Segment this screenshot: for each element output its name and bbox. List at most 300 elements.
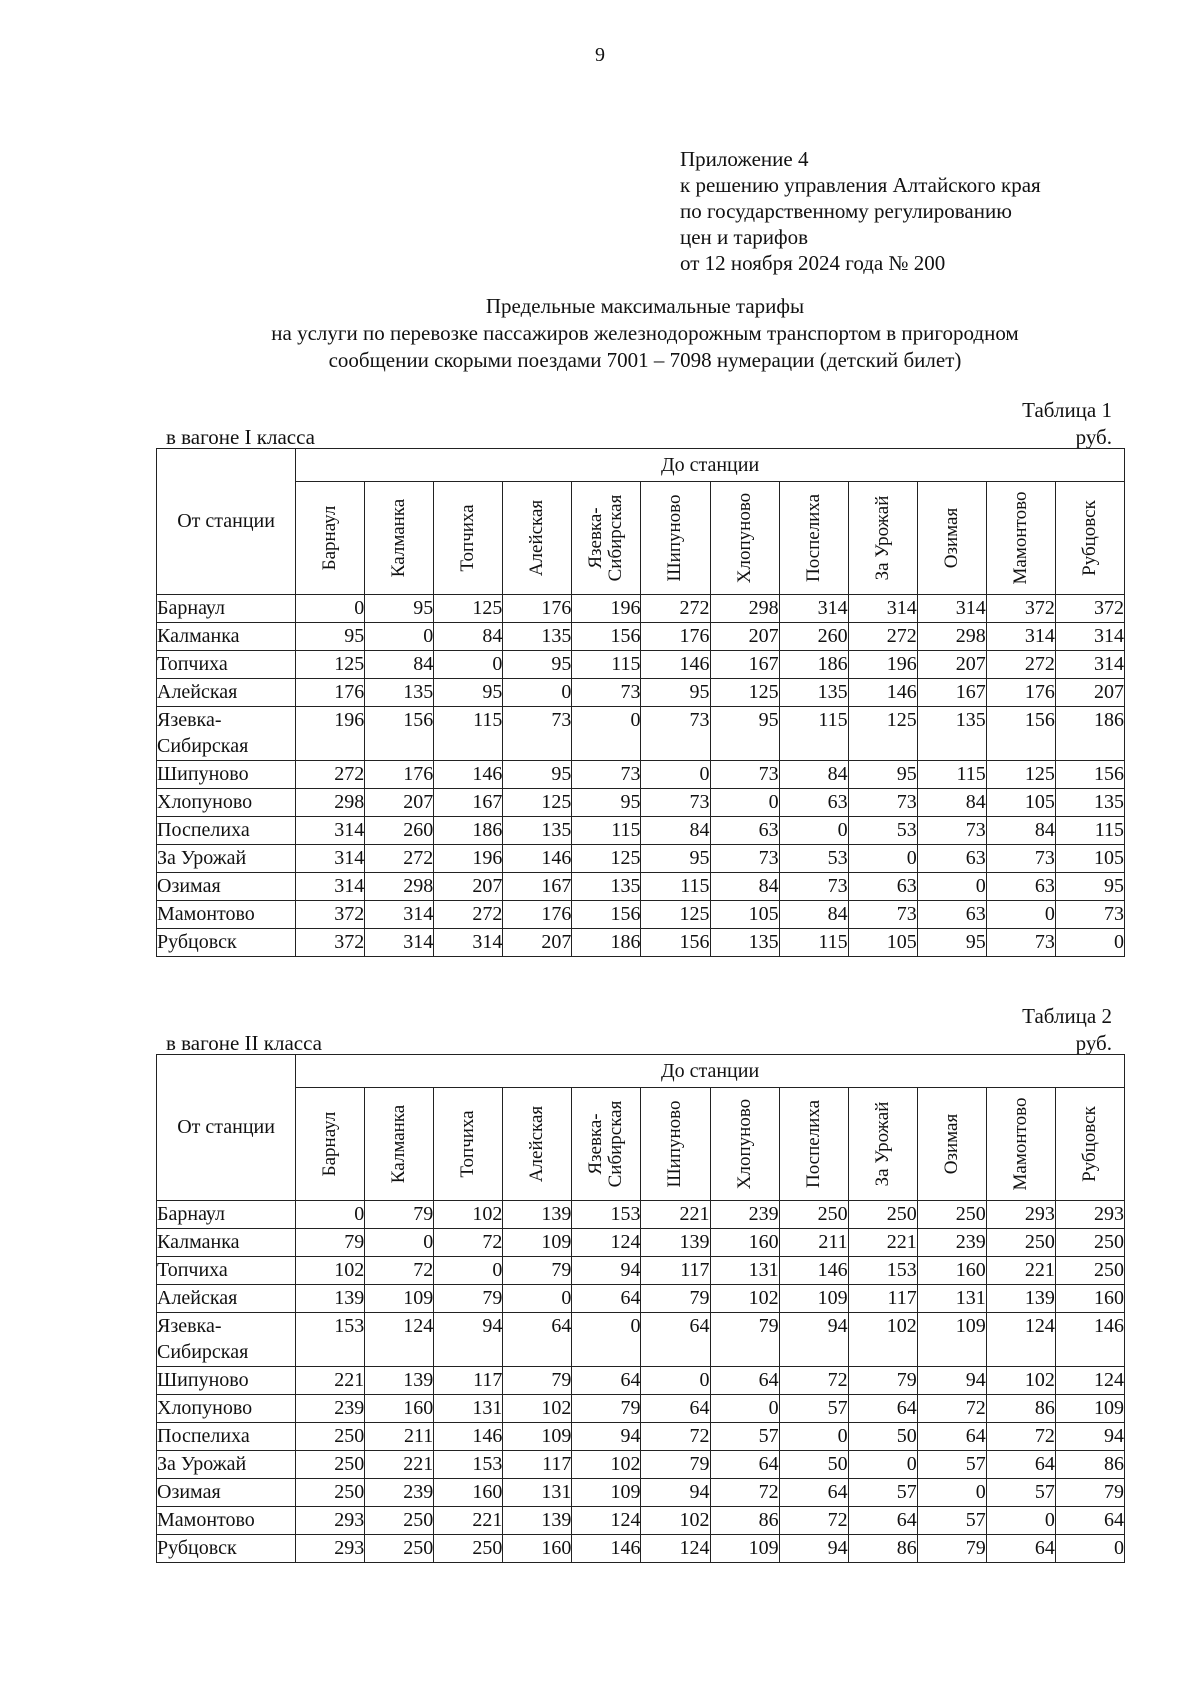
tariff-cell: 0 <box>710 789 779 817</box>
row-station-name: Хлопуново <box>157 1395 296 1423</box>
tariff-cell: 117 <box>848 1285 917 1313</box>
tariff-cell: 167 <box>917 679 986 707</box>
table-row <box>157 817 1125 845</box>
tariff-cell: 0 <box>986 1507 1055 1535</box>
tariff-cell: 131 <box>434 1395 503 1423</box>
table-row <box>157 707 1125 761</box>
tariff-cell: 221 <box>848 1229 917 1257</box>
tariff-cell: 94 <box>1055 1423 1124 1451</box>
row-station-name: Мамонтово <box>157 1507 296 1535</box>
tariff-cell: 125 <box>572 845 641 873</box>
tariff-cell: 0 <box>848 845 917 873</box>
tariff-cell: 64 <box>779 1479 848 1507</box>
tariff-cell: 156 <box>1055 761 1124 789</box>
tariff-cell: 160 <box>503 1535 572 1563</box>
tariff-cell: 250 <box>434 1535 503 1563</box>
column-header <box>917 1088 986 1201</box>
tariff-cell: 167 <box>434 789 503 817</box>
column-header <box>296 482 365 595</box>
tariff-cell: 125 <box>296 651 365 679</box>
tariff-cell: 115 <box>1055 817 1124 845</box>
tariff-cell: 105 <box>710 901 779 929</box>
column-header <box>779 482 848 595</box>
column-header-label: Мамонтово <box>1009 491 1031 585</box>
tariff-cell: 84 <box>434 623 503 651</box>
tariff-cell: 94 <box>917 1367 986 1395</box>
tariff-cell: 94 <box>572 1423 641 1451</box>
row-station-name: За Урожай <box>157 845 296 873</box>
tariff-cell: 79 <box>917 1535 986 1563</box>
tariff-cell: 64 <box>1055 1507 1124 1535</box>
tariff-cell: 79 <box>296 1229 365 1257</box>
appendix-line: от 12 ноября 2024 года № 200 <box>680 251 946 275</box>
tariff-cell: 250 <box>1055 1257 1124 1285</box>
appendix-line: Приложение 4 <box>680 147 809 171</box>
table-row <box>157 1507 1125 1535</box>
tariff-cell: 109 <box>917 1313 986 1367</box>
column-header <box>503 482 572 595</box>
tariff-cell: 0 <box>503 679 572 707</box>
tariff-cell: 86 <box>986 1395 1055 1423</box>
tariff-cell: 57 <box>848 1479 917 1507</box>
column-header <box>1055 482 1124 595</box>
table-row <box>157 929 1125 957</box>
row-station-name: Калманка <box>157 1229 296 1257</box>
tariff-cell: 84 <box>917 789 986 817</box>
row-station-name: Рубцовск <box>157 929 296 957</box>
tariff-cell: 79 <box>503 1257 572 1285</box>
tariff-cell: 272 <box>848 623 917 651</box>
tariff-cell: 109 <box>572 1479 641 1507</box>
column-header-label: Топчиха <box>457 1110 479 1178</box>
tariff-cell: 176 <box>296 679 365 707</box>
tariff-cell: 84 <box>365 651 434 679</box>
tariff-cell: 72 <box>710 1479 779 1507</box>
tariff-cell: 0 <box>1055 1535 1124 1563</box>
row-station-name: Поспелиха <box>157 817 296 845</box>
tariff-cell: 314 <box>365 929 434 957</box>
tariff-cell: 73 <box>848 789 917 817</box>
to-station-header: До станции <box>296 449 1125 482</box>
tariff-cell: 293 <box>296 1535 365 1563</box>
tariff-cell: 239 <box>917 1229 986 1257</box>
column-header-label: Барнаул <box>319 1111 341 1177</box>
tariff-cell: 57 <box>917 1451 986 1479</box>
tariff-cell: 79 <box>641 1451 710 1479</box>
row-station-name: Мамонтово <box>157 901 296 929</box>
tariff-cell: 105 <box>1055 845 1124 873</box>
tariff-cell: 250 <box>296 1479 365 1507</box>
tariff-cell: 125 <box>641 901 710 929</box>
tariff-cell: 156 <box>641 929 710 957</box>
tariff-cell: 124 <box>986 1313 1055 1367</box>
tariff-cell: 250 <box>917 1201 986 1229</box>
tariff-cell: 0 <box>1055 929 1124 957</box>
tariff-cell: 207 <box>710 623 779 651</box>
tariff-cell: 239 <box>296 1395 365 1423</box>
tariff-cell: 196 <box>296 707 365 761</box>
tariff-cell: 95 <box>917 929 986 957</box>
tariff-cell: 73 <box>848 901 917 929</box>
appendix-block <box>680 146 1041 276</box>
tariff-cell: 146 <box>434 761 503 789</box>
tariff-cell: 109 <box>1055 1395 1124 1423</box>
tariff-cell: 250 <box>779 1201 848 1229</box>
row-station-name: Озимая <box>157 873 296 901</box>
tariff-cell: 64 <box>917 1423 986 1451</box>
tariff-cell: 73 <box>710 845 779 873</box>
tariff-cell: 73 <box>641 707 710 761</box>
title-line: на услуги по перевозке пассажиров железнодорожным транспортом в пригородном <box>271 321 1019 345</box>
tariff-cell: 125 <box>710 679 779 707</box>
tariff-cell: 0 <box>434 1257 503 1285</box>
tariff-cell: 63 <box>848 873 917 901</box>
tariff-cell: 117 <box>434 1367 503 1395</box>
from-station-header: От станции <box>157 449 296 595</box>
tariff-cell: 314 <box>434 929 503 957</box>
column-header-label: Язевка- Сибирская <box>585 1100 627 1188</box>
table-row <box>157 1201 1125 1229</box>
tariff-cell: 86 <box>848 1535 917 1563</box>
column-header <box>641 482 710 595</box>
tariff-cell: 125 <box>434 595 503 623</box>
tariff-cell: 0 <box>641 1367 710 1395</box>
row-station-name: Язевка- Сибирская <box>157 707 296 761</box>
tariff-cell: 57 <box>710 1423 779 1451</box>
tariff-cell: 298 <box>296 789 365 817</box>
tariff-cell: 314 <box>296 845 365 873</box>
tariff-cell: 64 <box>710 1367 779 1395</box>
column-header-label: Шипуново <box>664 1100 686 1188</box>
tariff-cell: 115 <box>917 761 986 789</box>
column-header-label: Калманка <box>388 498 410 578</box>
tariff-cell: 153 <box>434 1451 503 1479</box>
tariff-cell: 260 <box>779 623 848 651</box>
tariff-cell: 314 <box>296 873 365 901</box>
column-header-label: Язевка- Сибирская <box>585 494 627 582</box>
table-row <box>157 1367 1125 1395</box>
tariff-cell: 72 <box>641 1423 710 1451</box>
page-number: 9 <box>595 44 605 66</box>
tariff-cell: 250 <box>365 1507 434 1535</box>
tariff-cell: 57 <box>917 1507 986 1535</box>
row-station-name: Шипуново <box>157 1367 296 1395</box>
tariff-cell: 57 <box>986 1479 1055 1507</box>
tariff-cell: 0 <box>779 817 848 845</box>
tariff-cell: 95 <box>503 761 572 789</box>
tariff-cell: 153 <box>848 1257 917 1285</box>
tariff-cell: 250 <box>365 1535 434 1563</box>
tariff-cell: 72 <box>917 1395 986 1423</box>
tariff-cell: 115 <box>779 707 848 761</box>
row-station-name: Топчиха <box>157 651 296 679</box>
tariff-cell: 314 <box>848 595 917 623</box>
tariff-cell: 221 <box>986 1257 1055 1285</box>
tariff-cell: 79 <box>503 1367 572 1395</box>
column-header-label: Хлопуново <box>733 1098 755 1190</box>
table-row <box>157 1451 1125 1479</box>
tariff-cell: 207 <box>1055 679 1124 707</box>
tariff-cell: 250 <box>848 1201 917 1229</box>
column-header-label: Хлопуново <box>733 492 755 584</box>
tariff-cell: 102 <box>503 1395 572 1423</box>
table-2-caption: Таблица 2 <box>1022 1004 1112 1028</box>
column-header-label: За Урожай <box>871 1101 893 1187</box>
tariff-cell: 272 <box>434 901 503 929</box>
tariff-cell: 314 <box>1055 623 1124 651</box>
column-header-label: Рубцовск <box>1078 500 1100 576</box>
tariff-cell: 64 <box>848 1395 917 1423</box>
table-row <box>157 1285 1125 1313</box>
tariff-cell: 272 <box>986 651 1055 679</box>
column-header <box>296 1088 365 1201</box>
tariff-cell: 207 <box>503 929 572 957</box>
tariff-cell: 135 <box>572 873 641 901</box>
tariff-cell: 63 <box>917 845 986 873</box>
column-header <box>365 1088 434 1201</box>
column-header <box>641 1088 710 1201</box>
tariff-cell: 63 <box>986 873 1055 901</box>
tariff-cell: 124 <box>572 1507 641 1535</box>
tariff-cell: 84 <box>779 761 848 789</box>
tariff-cell: 95 <box>641 679 710 707</box>
row-station-name: Язевка- Сибирская <box>157 1313 296 1367</box>
tariff-cell: 84 <box>779 901 848 929</box>
tariff-cell: 79 <box>1055 1479 1124 1507</box>
tariff-cell: 95 <box>1055 873 1124 901</box>
from-station-header: От станции <box>157 1055 296 1201</box>
tariff-cell: 298 <box>917 623 986 651</box>
tariff-cell: 221 <box>296 1367 365 1395</box>
tariff-cell: 131 <box>710 1257 779 1285</box>
tariff-cell: 186 <box>779 651 848 679</box>
tariff-cell: 272 <box>296 761 365 789</box>
tariff-cell: 109 <box>503 1423 572 1451</box>
tariff-cell: 156 <box>572 623 641 651</box>
column-header-label: Поспелиха <box>802 1099 824 1189</box>
tariff-cell: 293 <box>296 1507 365 1535</box>
tariff-cell: 64 <box>503 1313 572 1367</box>
row-station-name: Топчиха <box>157 1257 296 1285</box>
tariff-cell: 94 <box>572 1257 641 1285</box>
table-row <box>157 789 1125 817</box>
table-1-caption: Таблица 1 <box>1022 398 1112 422</box>
tariff-cell: 102 <box>434 1201 503 1229</box>
tariff-cell: 50 <box>848 1423 917 1451</box>
tariff-cell: 298 <box>365 873 434 901</box>
tariff-cell: 125 <box>986 761 1055 789</box>
tariff-cell: 160 <box>710 1229 779 1257</box>
appendix-line: к решению управления Алтайского края <box>680 173 1041 197</box>
tariff-cell: 139 <box>503 1507 572 1535</box>
tariff-cell: 79 <box>641 1285 710 1313</box>
table-1-units: руб. <box>1075 425 1112 449</box>
tariff-cell: 211 <box>779 1229 848 1257</box>
tariff-cell: 0 <box>503 1285 572 1313</box>
tariff-cell: 95 <box>296 623 365 651</box>
appendix-line: цен и тарифов <box>680 225 809 249</box>
tariff-cell: 73 <box>917 817 986 845</box>
tariff-cell: 146 <box>1055 1313 1124 1367</box>
tariff-cell: 102 <box>710 1285 779 1313</box>
tariff-cell: 250 <box>296 1423 365 1451</box>
tariff-cell: 293 <box>1055 1201 1124 1229</box>
tariff-cell: 102 <box>641 1507 710 1535</box>
tariff-cell: 115 <box>572 651 641 679</box>
tariff-cell: 160 <box>365 1395 434 1423</box>
tariff-cell: 372 <box>1055 595 1124 623</box>
tariff-cell: 72 <box>779 1507 848 1535</box>
tariff-cell: 135 <box>503 817 572 845</box>
tariff-cell: 139 <box>641 1229 710 1257</box>
table-row <box>157 1257 1125 1285</box>
tariff-cell: 221 <box>434 1507 503 1535</box>
tariff-cell: 72 <box>365 1257 434 1285</box>
tariff-cell: 293 <box>986 1201 1055 1229</box>
tariff-cell: 135 <box>1055 789 1124 817</box>
tariff-cell: 102 <box>848 1313 917 1367</box>
tariff-cell: 50 <box>779 1451 848 1479</box>
tariff-cell: 125 <box>848 707 917 761</box>
tariff-cell: 53 <box>779 845 848 873</box>
tariff-cell: 95 <box>572 789 641 817</box>
tariff-cell: 250 <box>296 1451 365 1479</box>
tariff-cell: 109 <box>503 1229 572 1257</box>
tariff-cell: 84 <box>641 817 710 845</box>
tariff-cell: 109 <box>710 1535 779 1563</box>
tariff-cell: 124 <box>1055 1367 1124 1395</box>
row-station-name: Озимая <box>157 1479 296 1507</box>
tariff-cell: 73 <box>986 845 1055 873</box>
tariff-cell: 64 <box>641 1395 710 1423</box>
tariff-cell: 250 <box>986 1229 1055 1257</box>
tariff-cell: 72 <box>986 1423 1055 1451</box>
to-station-header: До станции <box>296 1055 1125 1088</box>
tariff-cell: 314 <box>365 901 434 929</box>
tariff-cell: 146 <box>779 1257 848 1285</box>
tariff-cell: 160 <box>434 1479 503 1507</box>
tariff-cell: 64 <box>848 1507 917 1535</box>
table-2-units: руб. <box>1075 1031 1112 1055</box>
row-station-name: Алейская <box>157 1285 296 1313</box>
column-header-label: Поспелиха <box>802 493 824 583</box>
tariff-cell: 176 <box>503 901 572 929</box>
tariff-cell: 117 <box>503 1451 572 1479</box>
tariff-cell: 131 <box>503 1479 572 1507</box>
row-station-name: Поспелиха <box>157 1423 296 1451</box>
tariff-cell: 135 <box>503 623 572 651</box>
tariff-cell: 79 <box>848 1367 917 1395</box>
tariff-cell: 176 <box>365 761 434 789</box>
tariff-cell: 79 <box>710 1313 779 1367</box>
tariff-cell: 73 <box>572 679 641 707</box>
tariff-cell: 0 <box>296 1201 365 1229</box>
tariff-cell: 64 <box>986 1451 1055 1479</box>
column-header <box>848 482 917 595</box>
tariff-cell: 146 <box>434 1423 503 1451</box>
tariff-cell: 64 <box>572 1367 641 1395</box>
row-station-name: Хлопуново <box>157 789 296 817</box>
tariff-cell: 53 <box>848 817 917 845</box>
column-header <box>1055 1088 1124 1201</box>
tariff-cell: 63 <box>779 789 848 817</box>
tariff-cell: 167 <box>710 651 779 679</box>
table-row <box>157 1423 1125 1451</box>
column-header <box>710 482 779 595</box>
table-row <box>157 679 1125 707</box>
table-1-wagon-label: в вагоне I класса <box>166 425 315 449</box>
tariff-cell: 146 <box>503 845 572 873</box>
column-header-label: Топчиха <box>457 504 479 572</box>
tariff-cell: 72 <box>434 1229 503 1257</box>
tariff-cell: 314 <box>296 817 365 845</box>
tariff-cell: 95 <box>434 679 503 707</box>
table-row <box>157 1229 1125 1257</box>
tariff-cell: 73 <box>779 873 848 901</box>
tariff-cell: 124 <box>365 1313 434 1367</box>
tariff-cell: 139 <box>503 1201 572 1229</box>
tariff-cell: 0 <box>572 1313 641 1367</box>
table-row <box>157 1313 1125 1367</box>
tariff-cell: 64 <box>641 1313 710 1367</box>
table-row <box>157 1535 1125 1563</box>
tariff-cell: 64 <box>572 1285 641 1313</box>
tariff-cell: 139 <box>986 1285 1055 1313</box>
tariff-cell: 186 <box>572 929 641 957</box>
tariff-cell: 79 <box>572 1395 641 1423</box>
tariff-cell: 372 <box>296 929 365 957</box>
column-header-label: Шипуново <box>664 494 686 582</box>
column-header-label: Алейская <box>526 499 548 577</box>
tariff-cell: 109 <box>779 1285 848 1313</box>
column-header-label: Алейская <box>526 1105 548 1183</box>
tariff-cell: 156 <box>572 901 641 929</box>
tariff-cell: 146 <box>848 679 917 707</box>
tariff-cell: 86 <box>1055 1451 1124 1479</box>
tariff-cell: 196 <box>848 651 917 679</box>
tariff-cell: 221 <box>641 1201 710 1229</box>
column-header-label: Озимая <box>940 1113 962 1175</box>
tariff-cell: 94 <box>641 1479 710 1507</box>
tariff-cell: 135 <box>779 679 848 707</box>
tariff-cell: 135 <box>710 929 779 957</box>
column-header <box>503 1088 572 1201</box>
tariff-cell: 84 <box>710 873 779 901</box>
tariff-cell: 186 <box>434 817 503 845</box>
column-header <box>710 1088 779 1201</box>
tariff-cell: 105 <box>848 929 917 957</box>
tariff-cell: 153 <box>296 1313 365 1367</box>
title-line: Предельные максимальные тарифы <box>485 294 805 318</box>
table-row <box>157 595 1125 623</box>
tariff-cell: 0 <box>848 1451 917 1479</box>
tariff-cell: 0 <box>434 651 503 679</box>
column-header <box>365 482 434 595</box>
tariff-cell: 79 <box>434 1285 503 1313</box>
column-header-label: Озимая <box>940 507 962 569</box>
tariff-cell: 372 <box>296 901 365 929</box>
tariff-table-2 <box>156 1054 1125 1563</box>
column-header <box>986 482 1055 595</box>
column-header <box>986 1088 1055 1201</box>
tariff-cell: 102 <box>572 1451 641 1479</box>
tariff-cell: 0 <box>710 1395 779 1423</box>
tariff-cell: 84 <box>986 817 1055 845</box>
table-row <box>157 901 1125 929</box>
tariff-cell: 196 <box>572 595 641 623</box>
tariff-cell: 207 <box>365 789 434 817</box>
tariff-cell: 94 <box>779 1313 848 1367</box>
